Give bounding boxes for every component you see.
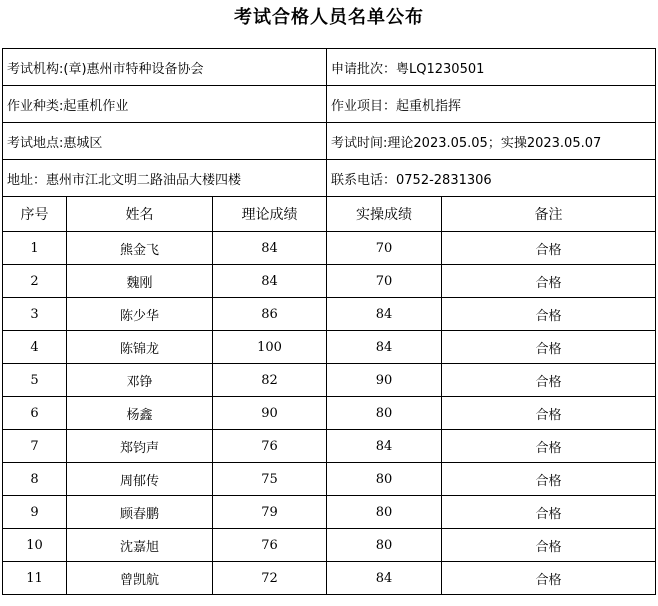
row-theory-score: 76 bbox=[213, 430, 327, 463]
row-remark: 合格 bbox=[442, 397, 656, 430]
table-row bbox=[3, 364, 656, 397]
info-row-location bbox=[3, 123, 656, 160]
row-remark: 合格 bbox=[442, 529, 656, 562]
table-row bbox=[3, 331, 656, 364]
row-name: 魏刚 bbox=[67, 265, 213, 298]
row-number: 6 bbox=[3, 397, 67, 430]
row-theory-score: 82 bbox=[213, 364, 327, 397]
row-name: 熊金飞 bbox=[67, 232, 213, 265]
apply-batch: 申请批次：粤LQ1230501 bbox=[327, 49, 656, 86]
column-header-remark: 备注 bbox=[442, 197, 656, 232]
row-name: 郑钧声 bbox=[67, 430, 213, 463]
row-theory-score: 72 bbox=[213, 562, 327, 595]
table-row bbox=[3, 232, 656, 265]
row-name: 邓铮 bbox=[67, 364, 213, 397]
row-practice-score: 84 bbox=[327, 298, 442, 331]
address: 地址：惠州市江北文明二路油品大楼四楼 bbox=[3, 160, 327, 197]
row-remark: 合格 bbox=[442, 265, 656, 298]
row-theory-score: 86 bbox=[213, 298, 327, 331]
info-row-category bbox=[3, 86, 656, 123]
row-theory-score: 79 bbox=[213, 496, 327, 529]
table-row bbox=[3, 463, 656, 496]
row-number: 1 bbox=[3, 232, 67, 265]
row-theory-score: 84 bbox=[213, 265, 327, 298]
table-row bbox=[3, 397, 656, 430]
row-remark: 合格 bbox=[442, 298, 656, 331]
row-remark: 合格 bbox=[442, 463, 656, 496]
table-row bbox=[3, 562, 656, 595]
row-number: 9 bbox=[3, 496, 67, 529]
row-name: 曾凯航 bbox=[67, 562, 213, 595]
row-number: 4 bbox=[3, 331, 67, 364]
table-row bbox=[3, 496, 656, 529]
info-row-org bbox=[3, 49, 656, 86]
row-practice-score: 90 bbox=[327, 364, 442, 397]
exam-org: 考试机构:(章)惠州市特种设备协会 bbox=[3, 49, 327, 86]
row-practice-score: 80 bbox=[327, 397, 442, 430]
table-row bbox=[3, 298, 656, 331]
row-name: 顾春鹏 bbox=[67, 496, 213, 529]
candidate-table bbox=[2, 48, 656, 595]
row-practice-score: 80 bbox=[327, 529, 442, 562]
row-name: 陈少华 bbox=[67, 298, 213, 331]
column-header-practice: 实操成绩 bbox=[327, 197, 442, 232]
table-row bbox=[3, 529, 656, 562]
row-theory-score: 84 bbox=[213, 232, 327, 265]
row-number: 8 bbox=[3, 463, 67, 496]
table-header-row bbox=[3, 197, 656, 232]
info-row-address bbox=[3, 160, 656, 197]
row-practice-score: 70 bbox=[327, 265, 442, 298]
work-item: 作业项目：起重机指挥 bbox=[327, 86, 656, 123]
row-number: 7 bbox=[3, 430, 67, 463]
row-number: 11 bbox=[3, 562, 67, 595]
row-name: 沈嘉旭 bbox=[67, 529, 213, 562]
table-row bbox=[3, 430, 656, 463]
row-practice-score: 80 bbox=[327, 496, 442, 529]
row-practice-score: 84 bbox=[327, 562, 442, 595]
page-title: 考试合格人员名单公布 bbox=[234, 7, 424, 28]
row-number: 5 bbox=[3, 364, 67, 397]
table-row bbox=[3, 265, 656, 298]
exam-time: 考试时间:理论2023.05.05；实操2023.05.07 bbox=[327, 123, 656, 160]
work-category: 作业种类:起重机作业 bbox=[3, 86, 327, 123]
row-theory-score: 75 bbox=[213, 463, 327, 496]
table-body bbox=[3, 232, 656, 595]
row-remark: 合格 bbox=[442, 562, 656, 595]
row-remark: 合格 bbox=[442, 430, 656, 463]
row-number: 2 bbox=[3, 265, 67, 298]
row-number: 3 bbox=[3, 298, 67, 331]
column-header-theory: 理论成绩 bbox=[213, 197, 327, 232]
row-practice-score: 70 bbox=[327, 232, 442, 265]
column-header-name: 姓名 bbox=[67, 197, 213, 232]
row-practice-score: 84 bbox=[327, 430, 442, 463]
column-header-no: 序号 bbox=[3, 197, 67, 232]
contact-phone: 联系电话：0752-2831306 bbox=[327, 160, 656, 197]
row-remark: 合格 bbox=[442, 331, 656, 364]
row-remark: 合格 bbox=[442, 496, 656, 529]
row-remark: 合格 bbox=[442, 232, 656, 265]
row-remark: 合格 bbox=[442, 364, 656, 397]
row-theory-score: 76 bbox=[213, 529, 327, 562]
exam-location: 考试地点:惠城区 bbox=[3, 123, 327, 160]
row-name: 陈锦龙 bbox=[67, 331, 213, 364]
row-theory-score: 100 bbox=[213, 331, 327, 364]
row-practice-score: 84 bbox=[327, 331, 442, 364]
row-practice-score: 80 bbox=[327, 463, 442, 496]
row-name: 周郁传 bbox=[67, 463, 213, 496]
row-number: 10 bbox=[3, 529, 67, 562]
row-name: 杨鑫 bbox=[67, 397, 213, 430]
row-theory-score: 90 bbox=[213, 397, 327, 430]
